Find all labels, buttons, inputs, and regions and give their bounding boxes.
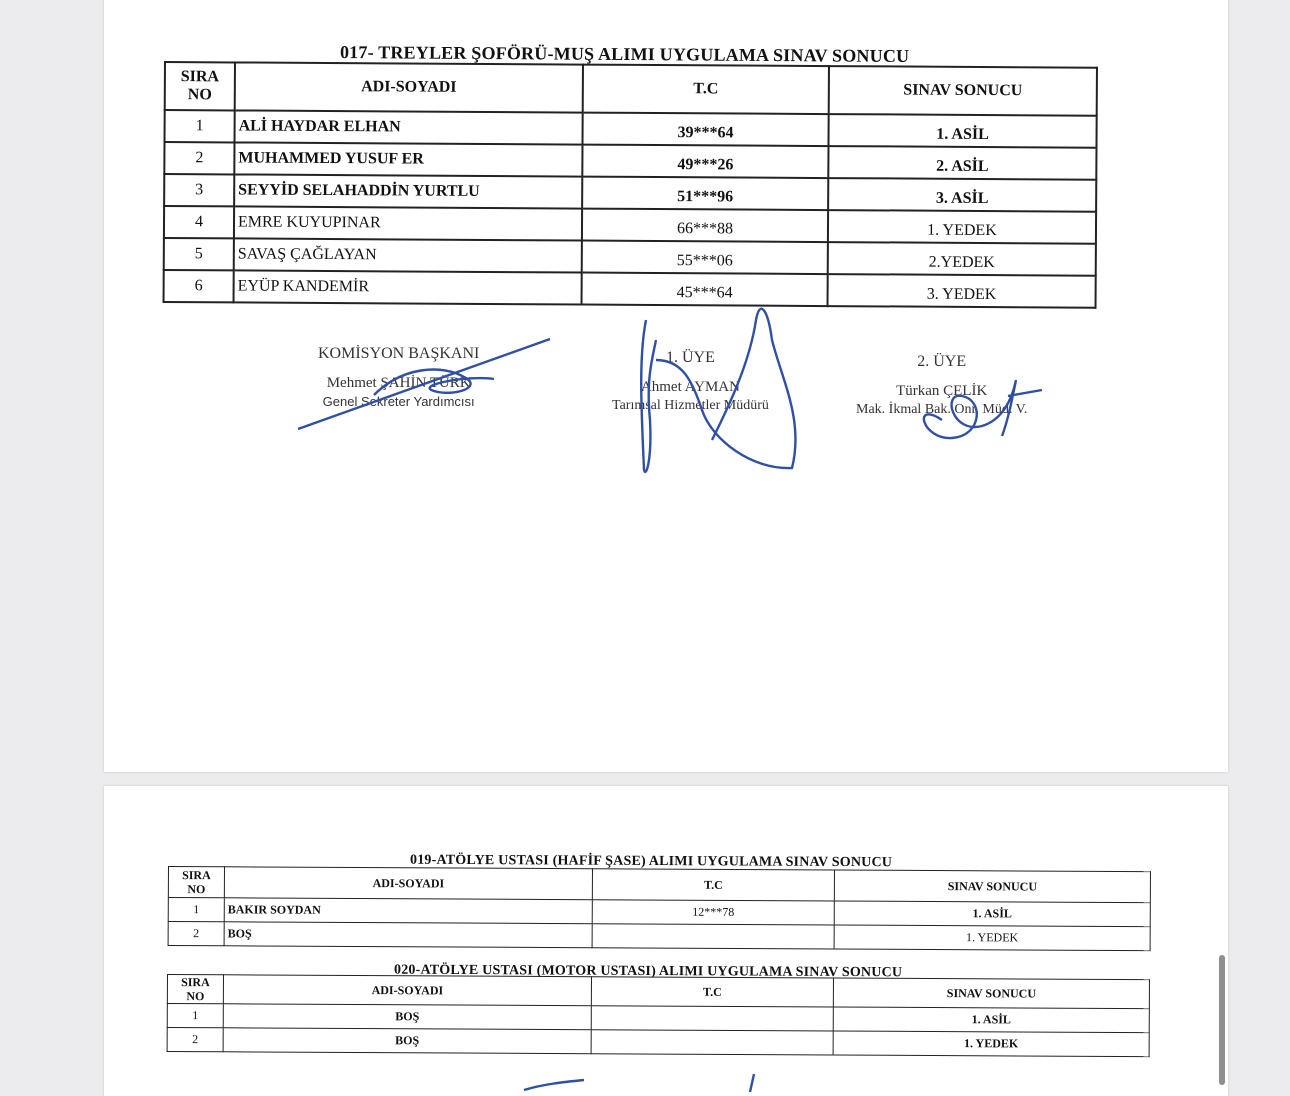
row-result: 1. YEDEK xyxy=(828,210,1096,244)
doc-title-020: 020-ATÖLYE USTASI (MOTOR USTASI) ALIMI UYGULAMA SINAV SONUCU xyxy=(393,962,903,981)
chair-name: Mehmet ŞAHİN TÜRK xyxy=(326,375,471,391)
row-result: 1. ASİL xyxy=(828,114,1096,148)
row-no: 2 xyxy=(168,922,224,946)
member2-role: 2. ÜYE xyxy=(917,353,967,370)
row-tc: 12***78 xyxy=(592,900,834,925)
table-header-row xyxy=(165,62,1097,116)
row-result: 3. ASİL xyxy=(828,178,1096,212)
row-name: BOŞ xyxy=(224,922,592,948)
header-sira-no: SIRA NO xyxy=(168,867,224,898)
signature-scribble-chair xyxy=(294,335,554,435)
member2-title: Mak. İkmal Bak. Onr. Müd. V. xyxy=(856,402,1028,417)
row-no: 2 xyxy=(167,1028,223,1052)
chair-role: KOMİSYON BAŞKANI xyxy=(318,345,480,362)
row-no: 5 xyxy=(164,238,234,270)
row-name: BOŞ xyxy=(223,1028,591,1054)
row-tc xyxy=(591,1030,833,1055)
row-name: EYÜP KANDEMİR xyxy=(234,270,582,304)
header-name: ADI-SOYADI xyxy=(223,975,591,1006)
chair-title: Genel Sekreter Yardımcısı xyxy=(322,394,475,409)
table-row xyxy=(164,270,1096,308)
results-table-020 xyxy=(167,974,1150,1057)
row-tc: 49***26 xyxy=(582,145,828,179)
row-no: 1 xyxy=(167,1004,223,1028)
row-tc: 51***96 xyxy=(582,177,828,211)
row-tc: 39***64 xyxy=(582,113,828,147)
row-name: SEYYİD SELAHADDİN YURTLU xyxy=(234,174,582,208)
signature-scribble-member1 xyxy=(632,300,802,480)
row-tc: 55***06 xyxy=(582,241,828,275)
signature-scribble-partial xyxy=(524,1074,784,1094)
row-result: 3. YEDEK xyxy=(828,274,1096,308)
header-result: SINAV SONUCU xyxy=(834,870,1150,903)
results-table-017 xyxy=(163,61,1098,309)
document-page-1 xyxy=(104,0,1228,772)
member2-name: Türkan ÇELİK xyxy=(896,383,988,399)
row-tc xyxy=(591,1006,833,1031)
row-name: BAKIR SOYDAN xyxy=(224,898,592,924)
row-name: BOŞ xyxy=(223,1004,591,1030)
member1-name: Ahmet AYMAN xyxy=(640,379,740,395)
header-result: SINAV SONUCU xyxy=(829,66,1097,116)
row-result: 1. YEDEK xyxy=(833,1031,1149,1057)
row-name: ALİ HAYDAR ELHAN xyxy=(235,110,583,144)
table-row xyxy=(168,922,1150,951)
row-no: 3 xyxy=(164,174,234,206)
header-name: ADI-SOYADI xyxy=(235,62,583,112)
row-name: SAVAŞ ÇAĞLAYAN xyxy=(234,238,582,272)
header-tc: T.C xyxy=(583,65,829,115)
row-result: 1. ASİL xyxy=(834,901,1150,927)
row-no: 1 xyxy=(168,898,224,922)
row-tc: 66***88 xyxy=(582,209,828,243)
document-page-2 xyxy=(104,786,1228,1096)
table-header-row xyxy=(168,867,1150,903)
header-tc: T.C xyxy=(591,977,833,1007)
row-result: 1. YEDEK xyxy=(834,925,1150,951)
row-result: 2.YEDEK xyxy=(828,242,1096,276)
row-tc: 45***64 xyxy=(582,273,828,307)
member1-role: 1. ÜYE xyxy=(665,349,715,366)
scrollbar-thumb[interactable] xyxy=(1219,955,1225,1085)
row-tc xyxy=(592,924,834,949)
signature-scribble-member2 xyxy=(912,360,1052,450)
header-tc: T.C xyxy=(592,869,834,901)
row-no: 1 xyxy=(165,110,235,142)
member1-title: Tarımsal Hizmetler Müdürü xyxy=(612,398,769,413)
row-name: MUHAMMED YUSUF ER xyxy=(234,142,582,176)
doc-title-019: 019-ATÖLYE USTASI (HAFİF ŞASE) ALIMI UYGULAMA SINAV SONUCU xyxy=(409,852,893,871)
row-result: 1. ASİL xyxy=(833,1007,1149,1033)
row-result: 2. ASİL xyxy=(828,146,1096,180)
header-result: SINAV SONUCU xyxy=(833,978,1149,1009)
row-no: 4 xyxy=(164,206,234,238)
results-table-019 xyxy=(168,866,1151,951)
header-sira-no: SIRA NO xyxy=(167,975,223,1004)
table-row xyxy=(167,1028,1149,1057)
header-sira-no: SIRA NO xyxy=(165,62,235,110)
row-no: 6 xyxy=(164,270,234,302)
header-name: ADI-SOYADI xyxy=(224,867,592,900)
row-name: EMRE KUYUPINAR xyxy=(234,206,582,240)
row-no: 2 xyxy=(164,142,234,174)
doc-title-017: 017- TREYLER ŞOFÖRÜ-MUŞ ALIMI UYGULAMA SINAV SONUCU xyxy=(339,42,910,66)
